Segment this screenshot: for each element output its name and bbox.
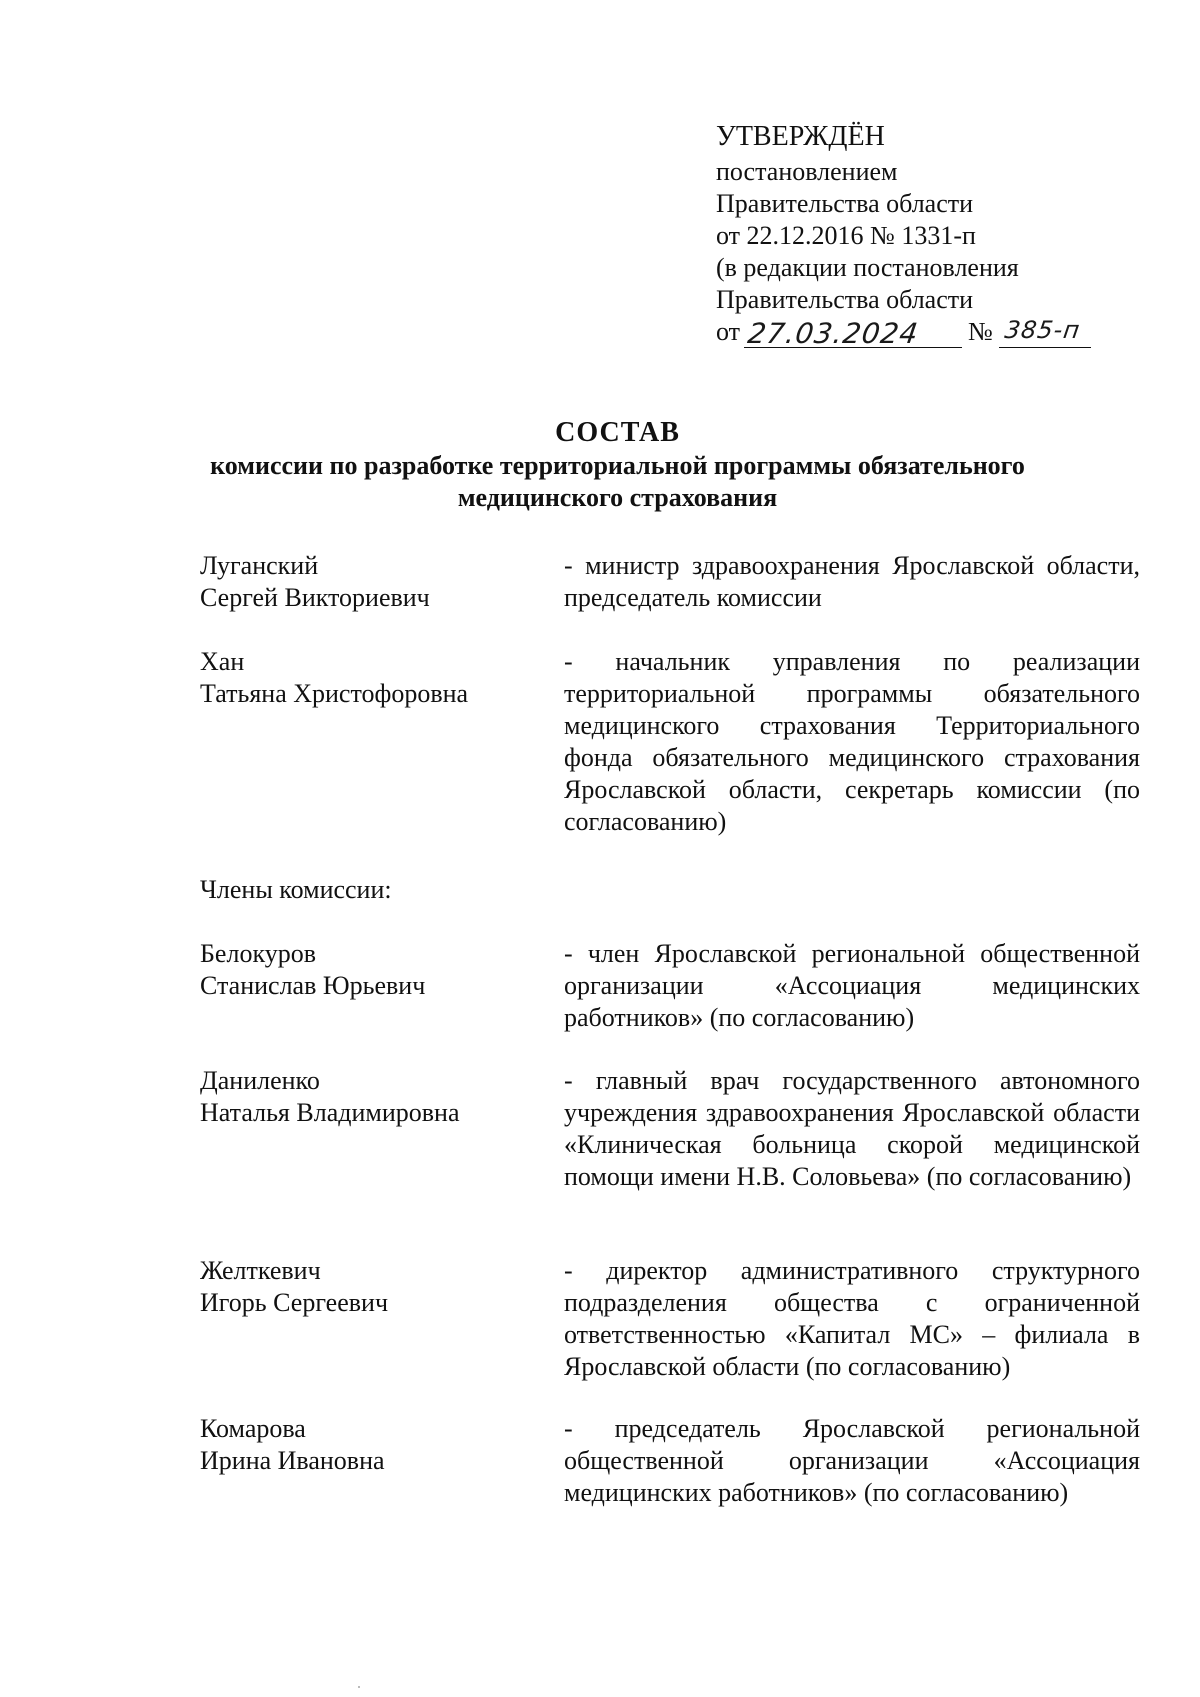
approval-block [716, 120, 1136, 348]
handwritten-date: 27.03.2024 [745, 317, 921, 350]
approval-line: (в редакции постановления [716, 253, 1019, 282]
member-role: - главный врач государственного автономного учреждения здравоохранения Ярославской области «Клиническая больница скорой медицинской помощи имени Н.В. Соловьева» (по согласованию) [564, 1066, 1140, 1191]
member-role: - председатель Ярославской региональной общественной организации «Ассоциация медицинских работников» (по согласованию) [564, 1414, 1140, 1507]
document-title: СОСТАВ [555, 417, 680, 448]
member-given-name: Татьяна Христофоровна [200, 679, 469, 708]
member-surname: Луганский [200, 551, 319, 580]
approval-date-line [716, 316, 1136, 348]
member-name [200, 1255, 560, 1319]
approval-line: от 22.12.2016 № 1331-п [716, 221, 976, 250]
member-surname: Комарова [200, 1414, 306, 1443]
members-section-label: Члены комиссии: [200, 875, 392, 904]
document-heading [150, 416, 1085, 514]
member-role: - директор административного структурного подразделения общества с ограниченной ответственностью «Капитал МС» – филиала в Ярославской области (по согласованию) [564, 1256, 1140, 1381]
number-blank [999, 317, 1091, 348]
member-given-name: Станислав Юрьевич [200, 971, 426, 1000]
member-role: - министр здравоохранения Ярославской области, председатель комиссии [564, 551, 1140, 612]
approval-title: УТВЕРЖДЁН [716, 121, 885, 152]
member-name [200, 646, 560, 710]
member-role: - начальник управления по реализации территориальной программы обязательного медицинского страхования Территориального фонда обязательного медицинского страхования Ярославской области, секретарь комиссии (по согласованию) [564, 647, 1140, 836]
handwritten-number: 385-п [1002, 316, 1082, 344]
member-given-name: Наталья Владимировна [200, 1098, 460, 1127]
member-name [200, 1413, 560, 1477]
date-prefix: от [716, 317, 741, 346]
approval-line: постановлением [716, 157, 898, 186]
member-surname: Желткевич [200, 1256, 321, 1285]
document-subtitle-line: медицинского страхования [457, 483, 778, 512]
member-surname: Белокуров [200, 939, 316, 968]
member-name [200, 550, 560, 614]
member-given-name: Сергей Викториевич [200, 583, 430, 612]
member-name [200, 938, 560, 1002]
member-surname: Хан [200, 647, 245, 676]
approval-line: Правительства области [716, 189, 974, 218]
document-subtitle-line: комиссии по разработке территориальной программы обязательного [210, 451, 1025, 480]
scan-speck [358, 1686, 360, 1688]
member-given-name: Ирина Ивановна [200, 1446, 385, 1475]
number-sign: № [968, 317, 993, 346]
approval-line: Правительства области [716, 285, 974, 314]
member-role: - член Ярославской региональной общественной организации «Ассоциация медицинских работников» (по согласованию) [564, 939, 1140, 1032]
member-name [200, 1065, 560, 1129]
member-surname: Даниленко [200, 1066, 320, 1095]
member-given-name: Игорь Сергеевич [200, 1288, 389, 1317]
date-blank [744, 317, 962, 348]
